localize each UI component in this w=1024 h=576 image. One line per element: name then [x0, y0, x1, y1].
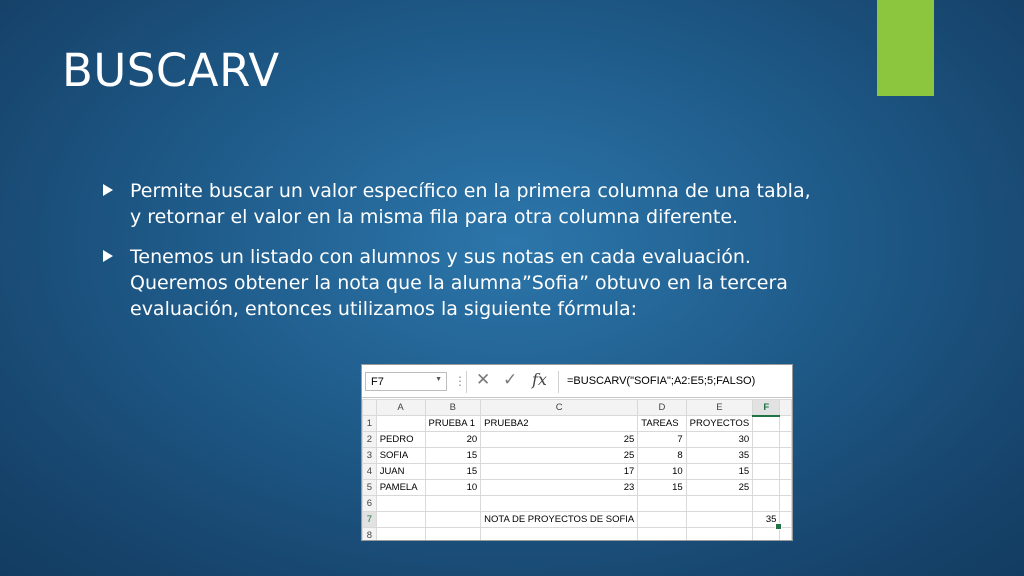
table-row [363, 448, 792, 464]
cell[interactable] [686, 528, 752, 542]
dropdown-arrow-icon[interactable]: ▼ [435, 376, 442, 383]
cell[interactable] [780, 464, 792, 480]
table-row [363, 432, 792, 448]
cell[interactable]: 10 [425, 480, 481, 496]
table-row [363, 496, 792, 512]
triangle-bullet-icon [103, 250, 113, 262]
cell[interactable]: 25 [481, 432, 638, 448]
cell[interactable] [780, 448, 792, 464]
cell[interactable]: 23 [481, 480, 638, 496]
fx-icon[interactable]: fx [532, 370, 547, 389]
cell[interactable]: 8 [638, 448, 686, 464]
check-icon[interactable]: ✓ [503, 370, 518, 389]
cell[interactable] [425, 512, 481, 528]
row-header[interactable]: 5 [363, 480, 377, 496]
bullet-item [103, 178, 823, 230]
cell[interactable] [753, 464, 780, 480]
cell[interactable]: 15 [425, 464, 481, 480]
bullet-list [103, 178, 823, 336]
cell[interactable] [780, 496, 792, 512]
cell[interactable]: 20 [425, 432, 481, 448]
table-row [363, 416, 792, 432]
cell[interactable] [376, 528, 425, 542]
column-header[interactable]: E [686, 400, 752, 416]
table-row [363, 480, 792, 496]
row-header-active[interactable]: 7 [363, 512, 377, 528]
cell[interactable] [780, 416, 792, 432]
cell[interactable]: 10 [638, 464, 686, 480]
cell[interactable] [376, 496, 425, 512]
slide-title: BUSCARV [62, 44, 280, 97]
name-box-value: F7 [371, 376, 384, 388]
cell[interactable]: 25 [686, 480, 752, 496]
column-header[interactable]: D [638, 400, 686, 416]
cell[interactable]: PRUEBA2 [481, 416, 638, 432]
cell[interactable] [481, 496, 638, 512]
table-row [363, 512, 792, 528]
row-header[interactable]: 2 [363, 432, 377, 448]
cell[interactable] [780, 432, 792, 448]
bullet-text: Tenemos un listado con alumnos y sus notas en cada evaluación. Queremos obtener la nota que la alumna”Sofia” obtuvo en la tercera evaluación, entonces utilizamos la siguiente fórmula: [130, 246, 788, 320]
cell[interactable] [425, 496, 481, 512]
row-header[interactable]: 8 [363, 528, 377, 542]
divider [466, 371, 467, 393]
cell[interactable] [376, 416, 425, 432]
bullet-text: Permite buscar un valor específico en la primera columna de una tabla, y retornar el valor en la misma fila para otra columna diferente. [130, 180, 811, 228]
cell[interactable] [753, 496, 780, 512]
drag-dots-icon: ⋮ [454, 374, 465, 388]
cell[interactable] [481, 528, 638, 542]
row-header[interactable]: 6 [363, 496, 377, 512]
cell[interactable] [686, 512, 752, 528]
cancel-icon[interactable]: ✕ [476, 370, 491, 389]
cell[interactable]: 15 [638, 480, 686, 496]
cell[interactable]: JUAN [376, 464, 425, 480]
cell[interactable] [686, 496, 752, 512]
cell[interactable]: PROYECTOS [686, 416, 752, 432]
table-row [363, 464, 792, 480]
active-cell[interactable]: 35 [753, 512, 780, 528]
column-header[interactable]: B [425, 400, 481, 416]
cell[interactable]: PRUEBA 1 [425, 416, 481, 432]
divider [558, 371, 559, 393]
cell[interactable]: 15 [686, 464, 752, 480]
formula-input[interactable]: =BUSCARV("SOFIA";A2:E5;5;FALSO) [567, 375, 756, 387]
table-row [363, 528, 792, 542]
cell[interactable]: 25 [481, 448, 638, 464]
cell[interactable]: 17 [481, 464, 638, 480]
cell[interactable]: NOTA DE PROYECTOS DE SOFIA [481, 512, 638, 528]
row-header[interactable]: 4 [363, 464, 377, 480]
cell[interactable] [638, 496, 686, 512]
column-header-active[interactable]: F [753, 400, 780, 416]
cell[interactable]: 35 [686, 448, 752, 464]
cell[interactable]: TAREAS [638, 416, 686, 432]
column-header[interactable] [780, 400, 792, 416]
cell[interactable]: PEDRO [376, 432, 425, 448]
cell[interactable] [753, 480, 780, 496]
column-header[interactable]: A [376, 400, 425, 416]
cell[interactable] [780, 480, 792, 496]
cell[interactable] [376, 512, 425, 528]
cell[interactable] [753, 448, 780, 464]
cell[interactable] [425, 528, 481, 542]
cell[interactable]: SOFIA [376, 448, 425, 464]
cell[interactable] [638, 512, 686, 528]
row-header[interactable]: 3 [363, 448, 377, 464]
accent-bar [877, 0, 934, 96]
spreadsheet-grid [362, 399, 792, 541]
triangle-bullet-icon [103, 184, 113, 196]
cell[interactable]: 30 [686, 432, 752, 448]
name-box[interactable] [365, 372, 447, 391]
row-header[interactable]: 1 [363, 416, 377, 432]
cell[interactable]: 15 [425, 448, 481, 464]
column-header[interactable]: C [481, 400, 638, 416]
cell[interactable] [753, 416, 780, 432]
cell[interactable]: PAMELA [376, 480, 425, 496]
bullet-item [103, 244, 823, 322]
select-all-corner[interactable] [363, 400, 377, 416]
cell[interactable] [638, 528, 686, 542]
cell[interactable]: 7 [638, 432, 686, 448]
excel-screenshot [361, 364, 793, 541]
formula-bar [362, 365, 792, 398]
cell[interactable] [753, 432, 780, 448]
